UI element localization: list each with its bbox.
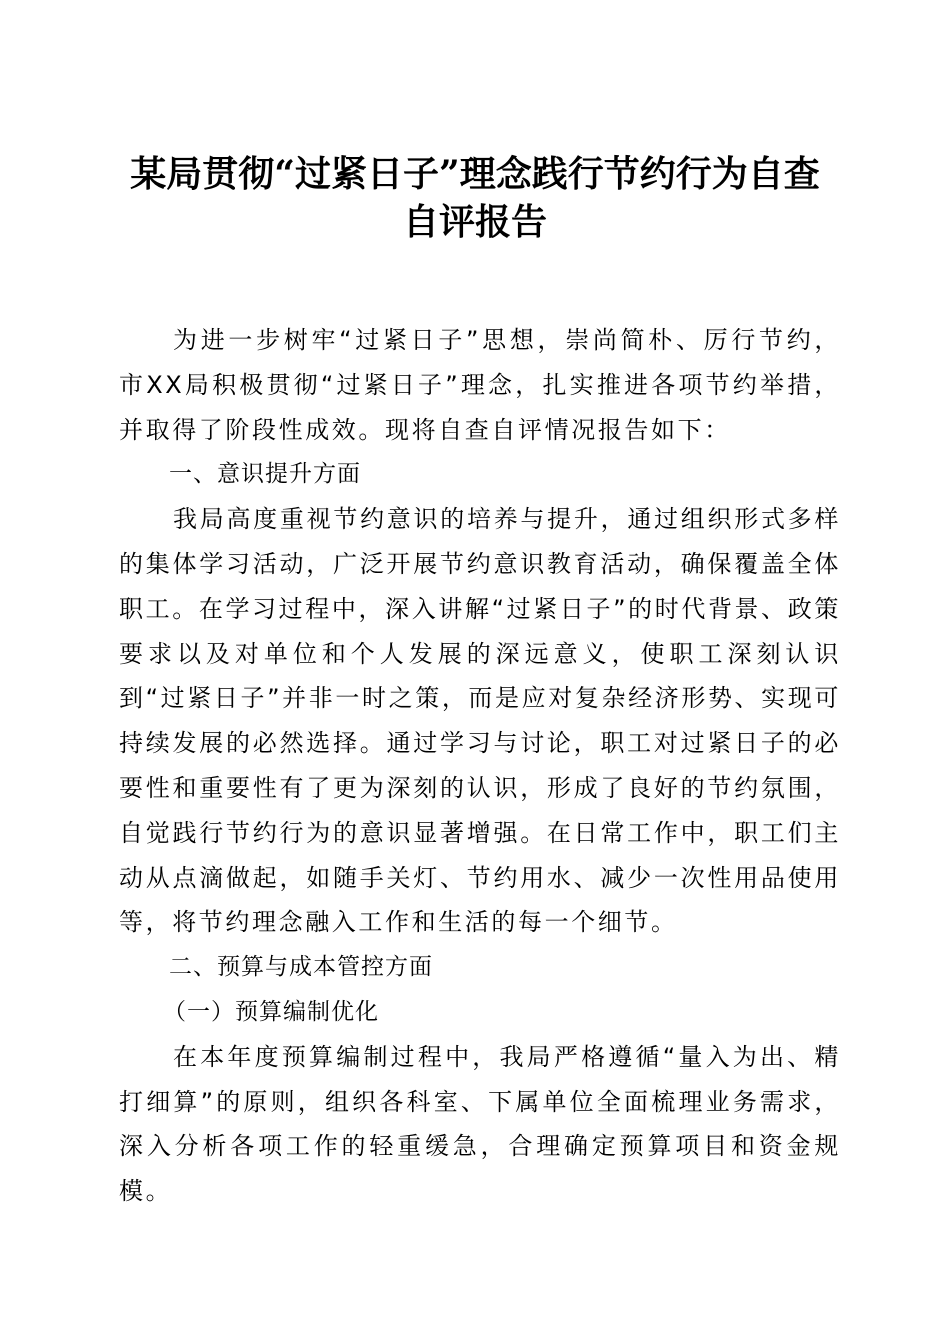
title-line-1: 某局贯彻“过紧日子”理念践行节约行为自查 (130, 153, 820, 195)
section-2-heading: 二、预算与成本管控方面 (169, 954, 433, 981)
section-2-subheading-1: （一）预算编制优化 (163, 998, 379, 1025)
section-2-sub-1-paragraph: 在本年度预算编制过程中，我局严格遵循“量入为出、精打细算”的原则，组织各科室、下属单位全面梳理业务需求，深入分析各项工作的轻重缓急，合理确定预算项目和资金规模。 (119, 1042, 841, 1206)
document-title (100, 150, 850, 246)
section-1-paragraph: 我局高度重视节约意识的培养与提升，通过组织形式多样的集体学习活动，广泛开展节约意识教育活动，确保覆盖全体职工。在学习过程中，深入讲解“过紧日子”的时代背景、政策要求以及对单位和个人发展的深远意义，使职工深刻认识到“过紧日子”并非一时之策，而是应对复杂经济形势、实现可持续发展的必然选择。通过学习与讨论，职工对过紧日子的必要性和重要性有了更为深刻的认识，形成了良好的节约氛围，自觉践行节约行为的意识显著增强。在日常工作中，职工们主动从点滴做起，如随手关灯、节约用水、减少一次性用品使用等，将节约理念融入工作和生活的每一个细节。 (119, 505, 841, 937)
intro-paragraph: 为进一步树牢“过紧日子”思想，崇尚简朴、厉行节约，市XX局积极贯彻“过紧日子”理念，扎实推进各项节约举措，并取得了阶段性成效。现将自查自评情况报告如下： (119, 326, 841, 444)
title-line-2: 自评报告 (402, 201, 547, 243)
section-1-heading: 一、意识提升方面 (169, 461, 361, 488)
document-body (119, 318, 841, 1214)
